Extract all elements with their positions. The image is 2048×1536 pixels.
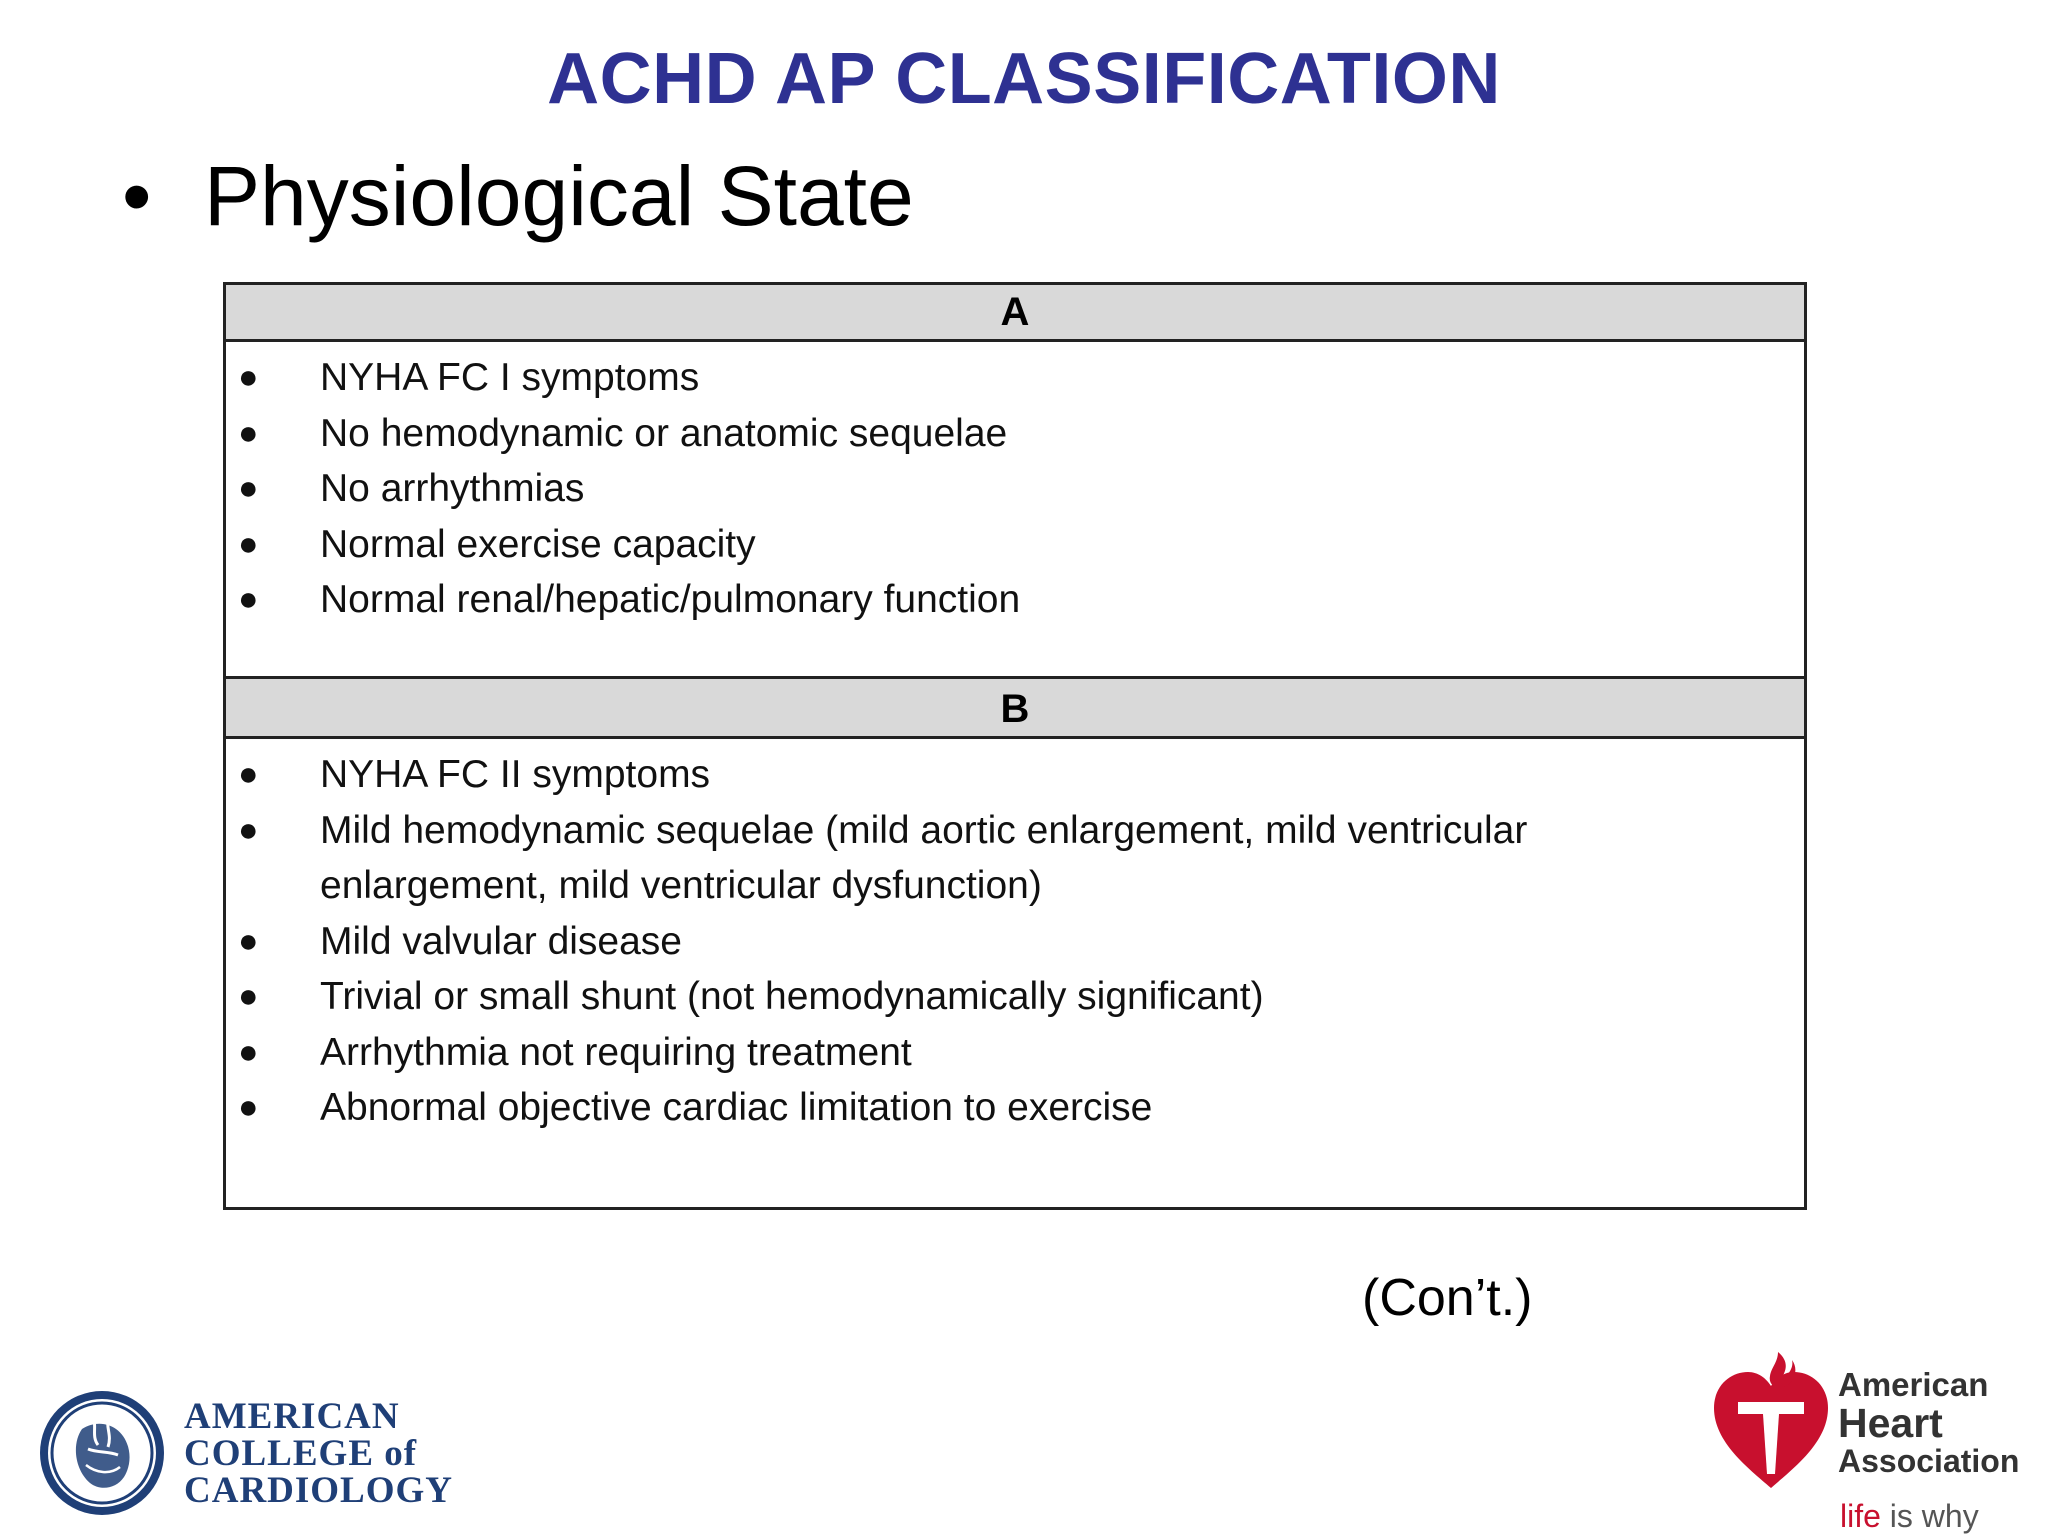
bullet-icon: ●	[238, 810, 259, 849]
list-item-text: Trivial or small shunt (not hemodynamically significant)	[320, 975, 1264, 1018]
list-item	[226, 1025, 1804, 1081]
main-bullet-text: Physiological State	[204, 149, 914, 243]
heart-torch-icon	[1708, 1350, 1834, 1490]
list-item-text: NYHA FC I symptoms	[320, 356, 700, 399]
aha-logo	[1708, 1350, 2048, 1536]
list-item	[226, 406, 1804, 462]
aha-tagline-life: life	[1840, 1498, 1881, 1534]
section-b-header: B	[226, 676, 1804, 739]
list-item	[226, 350, 1804, 406]
section-a-list	[226, 350, 1804, 628]
aha-line-1: American	[1838, 1366, 1989, 1403]
bullet-icon: ●	[238, 413, 259, 452]
bullet-icon: ●	[238, 755, 259, 793]
bullet-icon: ●	[238, 524, 259, 563]
aha-tagline-rest: is why	[1880, 1498, 1979, 1534]
list-item-text: Normal renal/hepatic/pulmonary function	[320, 578, 1021, 621]
section-b-body	[226, 739, 1804, 1207]
bullet-icon: ●	[238, 977, 259, 1015]
section-b-list	[226, 747, 1804, 1136]
list-item-text: Mild valvular disease	[320, 919, 682, 963]
section-a-header: A	[226, 285, 1804, 342]
main-bullet	[122, 148, 914, 245]
physiological-state-table	[223, 282, 1807, 1210]
list-item	[226, 803, 1804, 914]
bullet-icon: •	[122, 149, 152, 243]
slide-title: ACHD AP CLASSIFICATION	[547, 39, 1501, 119]
acc-logo	[38, 1388, 458, 1518]
list-item	[226, 969, 1804, 1025]
list-item	[226, 747, 1804, 803]
list-item-text: Abnormal objective cardiac limitation to exercise	[320, 1086, 1153, 1129]
aha-line-3: Association	[1838, 1443, 2020, 1479]
list-item	[226, 572, 1804, 628]
list-item-text: NYHA FC II symptoms	[320, 753, 711, 796]
list-item	[226, 461, 1804, 517]
acc-seal-icon	[38, 1389, 166, 1517]
bullet-icon: ●	[238, 1088, 259, 1126]
list-item	[226, 1080, 1804, 1136]
list-item-text: Arrhythmia not requiring treatment	[320, 1030, 912, 1074]
bullet-icon: ●	[238, 921, 259, 960]
list-item	[226, 517, 1804, 573]
bullet-icon: ●	[238, 358, 259, 396]
bullet-icon: ●	[238, 1032, 259, 1071]
acc-wordmark	[184, 1395, 454, 1511]
continued-label: (Con’t.)	[1362, 1269, 1533, 1327]
list-item	[226, 914, 1804, 970]
aha-line-2: Heart	[1838, 1400, 1943, 1446]
acc-line-1: AMERICAN	[184, 1395, 400, 1437]
aha-tagline	[1840, 1498, 1979, 1535]
list-item-text: No arrhythmias	[320, 467, 585, 510]
acc-line-3: CARDIOLOGY	[184, 1469, 454, 1511]
list-item-text: No hemodynamic or anatomic sequelae	[320, 411, 1008, 455]
section-a-body	[226, 342, 1804, 676]
aha-wordmark	[1838, 1366, 2019, 1480]
bullet-icon: ●	[238, 469, 259, 507]
bullet-icon: ●	[238, 580, 259, 618]
acc-line-2: COLLEGE of	[184, 1432, 418, 1474]
list-item-text: Mild hemodynamic sequelae (mild aortic enlargement, mild ventricular enlargement, mild ventricular dysfunction)	[320, 808, 1528, 907]
list-item-text: Normal exercise capacity	[320, 522, 756, 566]
